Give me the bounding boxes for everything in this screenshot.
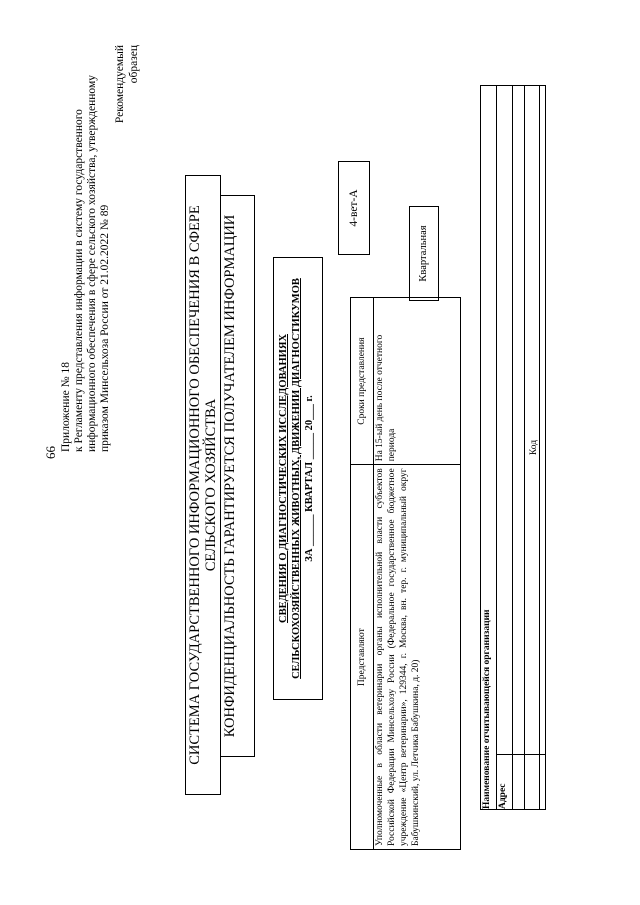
table-row [374,298,461,850]
column-divider [496,754,546,755]
report-title: СВЕДЕНИЯ О ДИАГНОСТИЧЕСКИХ ИССЛЕДОВАНИЯХ СЕЛЬСКОХОЗЯЙСТВЕННЫХ ЖИВОТНЫХ, ДВИЖЕНИИ ДИАГНОСТИКУМОВ [278,278,302,679]
submission-table [350,297,461,850]
periodicity-box: Квартальная [409,206,439,301]
confidentiality-box: КОНФИДЕНЦИАЛЬНОСТЬ ГАРАНТИРУЕТСЯ ПОЛУЧАТЕЛЕМ ИНФОРМАЦИИ [221,195,255,757]
header-submitters: Представляют [351,465,374,850]
code-label: Код [529,439,539,456]
recommended-sample-label: Рекомендуемый образец [114,45,140,124]
annex-note [60,32,112,452]
address-label: Адрес [498,783,508,809]
org-name-label: Наименование отчитывающейся организации [482,609,492,809]
deadline-cell: На 15-ый день после отчетного периода [374,298,461,465]
annex-line-2: к Регламенту представления информации в систему государственного [73,109,85,452]
form-code-box: 4-вет-А [338,161,370,255]
header-deadline: Сроки представления [351,298,374,465]
table-header-row [351,298,374,850]
system-title-box: СИСТЕМА ГОСУДАРСТВЕННОГО ИНФОРМАЦИОННОГО ОБЕСПЕЧЕНИЯ В СФЕРЕ СЕЛЬСКОГО ХОЗЯЙСТВА [185,175,221,795]
annex-line-3: информационного обеспечения в сфере сельского хозяйства, утвержденному [86,75,98,452]
address-divider [512,85,513,810]
annex-line-1: Приложение № 18 [60,362,72,452]
report-title-box [273,257,323,700]
annex-line-4: приказом Минсельхоза России от 21.02.2022 № 89 [99,204,111,452]
report-period: ЗА ______ КВАРТАЛ _____ 20___ г. [304,395,315,562]
page-number: 66 [43,446,58,459]
submitters-cell: Уполномоченные в области ветеринарии органы исполнительной власти субъектов Российской Федерации Минсельхозу России (Федеральное государственное бюджетное учреждение «Центр ветеринарии», 129344, г. Москва, вн. тер. г. муниципальный округ Бабушкинский, ул. Летчика Бабушкина, д. 20) [374,465,461,850]
org-divider [496,85,497,810]
